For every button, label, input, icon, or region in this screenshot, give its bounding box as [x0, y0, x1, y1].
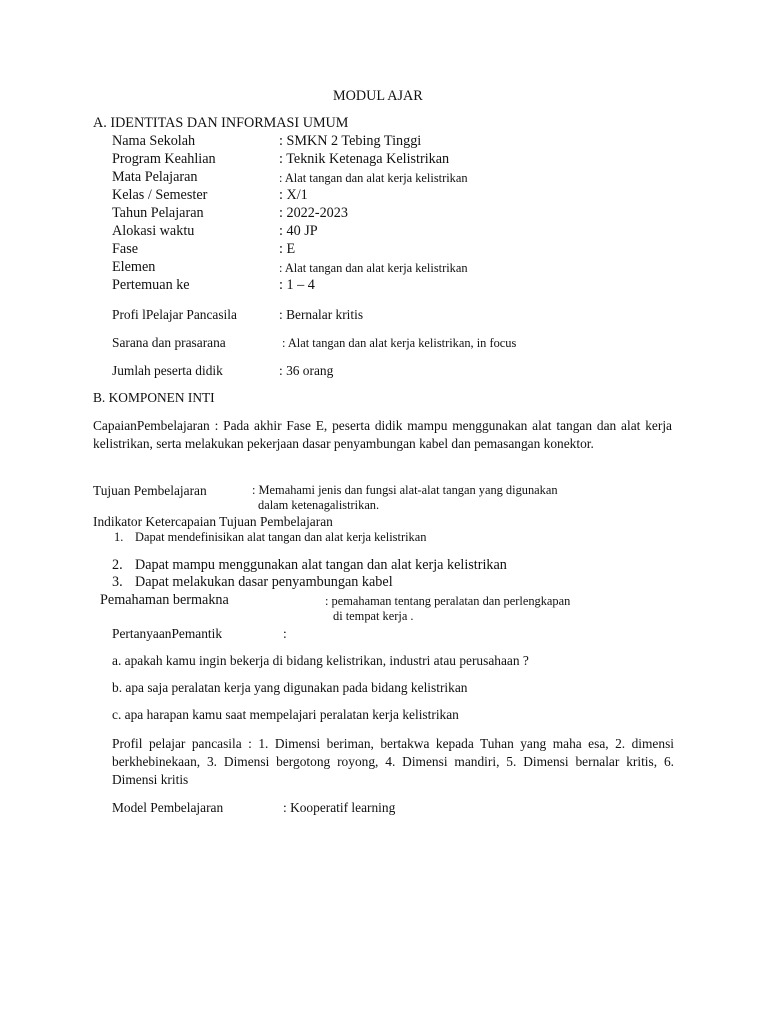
- model-label: Model Pembelajaran: [112, 800, 224, 815]
- row-label-program-keahlian: Program Keahlian: [112, 151, 216, 167]
- row-label-alokasi-waktu: Alokasi waktu: [112, 223, 195, 239]
- row-value-tahun-pelajaran: : 2022-2023: [279, 205, 348, 221]
- row-label-nama-sekolah: Nama Sekolah: [112, 133, 196, 149]
- pertanyaan-item-c: c. apa harapan kamu saat mempelajari peralatan kerja kelistrikan: [112, 707, 459, 722]
- row-label-kelas-semester: Kelas / Semester: [112, 187, 208, 203]
- row-label-mata-pelajaran: Mata Pelajaran: [112, 169, 198, 185]
- indikator-text-2: Dapat mampu menggunakan alat tangan dan alat kerja kelistrikan: [135, 557, 507, 573]
- row-value-program-keahlian: : Teknik Ketenaga Kelistrikan: [279, 151, 450, 167]
- pertanyaan-colon: :: [283, 626, 287, 641]
- row-value-jumlah-peserta: : 36 orang: [279, 363, 334, 378]
- pemahaman-value-line2: di tempat kerja .: [333, 609, 414, 623]
- section-a-heading: A. IDENTITAS DAN INFORMASI UMUM: [93, 115, 349, 131]
- row-value-nama-sekolah: : SMKN 2 Tebing Tinggi: [279, 133, 422, 149]
- row-value-profil-pancasila: : Bernalar kritis: [279, 307, 364, 322]
- row-label-tahun-pelajaran: Tahun Pelajaran: [112, 205, 204, 221]
- pertanyaan-item-a: a. apakah kamu ingin bekerja di bidang kelistrikan, industri atau perusahaan ?: [112, 653, 529, 668]
- indikator-heading: Indikator Ketercapaian Tujuan Pembelajaran: [93, 514, 333, 529]
- indikator-text-1: Dapat mendefinisikan alat tangan dan alat kerja kelistrikan: [135, 530, 427, 544]
- row-value-pertemuan: : 1 – 4: [279, 277, 315, 293]
- row-label-profil-pancasila: Profi lPelajar Pancasila: [112, 307, 237, 322]
- tujuan-value-line1: : Memahami jenis dan fungsi alat-alat tangan yang digunakan: [252, 483, 558, 497]
- row-value-kelas-semester: : X/1: [279, 187, 308, 203]
- pertanyaan-label: PertanyaanPemantik: [112, 626, 223, 641]
- pemahaman-value-line1: : pemahaman tentang peralatan dan perlengkapan: [325, 594, 571, 608]
- document-title: MODUL AJAR: [333, 88, 423, 104]
- profil-pelajar-pancasila: Profil pelajar pancasila : 1. Dimensi beriman, bertakwa kepada Tuhan yang maha esa, 2. dimensi berkhebinekaan, 3. Dimensi bergotong royong, 4. Dimensi mandiri, 5. Dimensi bernalar kritis, 6. Dimensi kritis: [112, 736, 674, 787]
- row-value-sarana-prasarana: : Alat tangan dan alat kerja kelistrikan, in focus: [282, 336, 517, 350]
- row-value-elemen: : Alat tangan dan alat kerja kelistrikan: [279, 261, 468, 275]
- row-value-alokasi-waktu: : 40 JP: [279, 223, 318, 239]
- model-value: : Kooperatif learning: [283, 800, 396, 815]
- row-label-fase: Fase: [112, 241, 139, 257]
- section-b-heading: B. KOMPONEN INTI: [93, 390, 215, 405]
- indikator-num-2: 2.: [112, 557, 123, 573]
- row-value-fase: : E: [279, 241, 296, 257]
- tujuan-label: Tujuan Pembelajaran: [93, 483, 207, 498]
- row-label-elemen: Elemen: [112, 259, 156, 275]
- row-label-pertemuan: Pertemuan ke: [112, 277, 190, 293]
- indikator-text-3: Dapat melakukan dasar penyambungan kabel: [135, 574, 393, 590]
- row-value-mata-pelajaran: : Alat tangan dan alat kerja kelistrikan: [279, 171, 468, 185]
- indikator-num-1: 1.: [114, 530, 124, 544]
- row-label-sarana-prasarana: Sarana dan prasarana: [112, 335, 226, 350]
- indikator-num-3: 3.: [112, 574, 123, 590]
- capaian-pembelajaran: CapaianPembelajaran : Pada akhir Fase E, peserta didik mampu menggunakan alat tangan dan alat kerja kelistrikan, serta melakukan pekerjaan dasar penyambungan kabel dan pemasangan konektor.: [93, 418, 672, 451]
- pertanyaan-item-b: b. apa saja peralatan kerja yang digunakan pada bidang kelistrikan: [112, 680, 468, 695]
- pemahaman-label: Pemahaman bermakna: [100, 592, 229, 608]
- tujuan-value-line2: dalam ketenagalistrikan.: [258, 498, 380, 512]
- row-label-jumlah-peserta: Jumlah peserta didik: [112, 363, 223, 378]
